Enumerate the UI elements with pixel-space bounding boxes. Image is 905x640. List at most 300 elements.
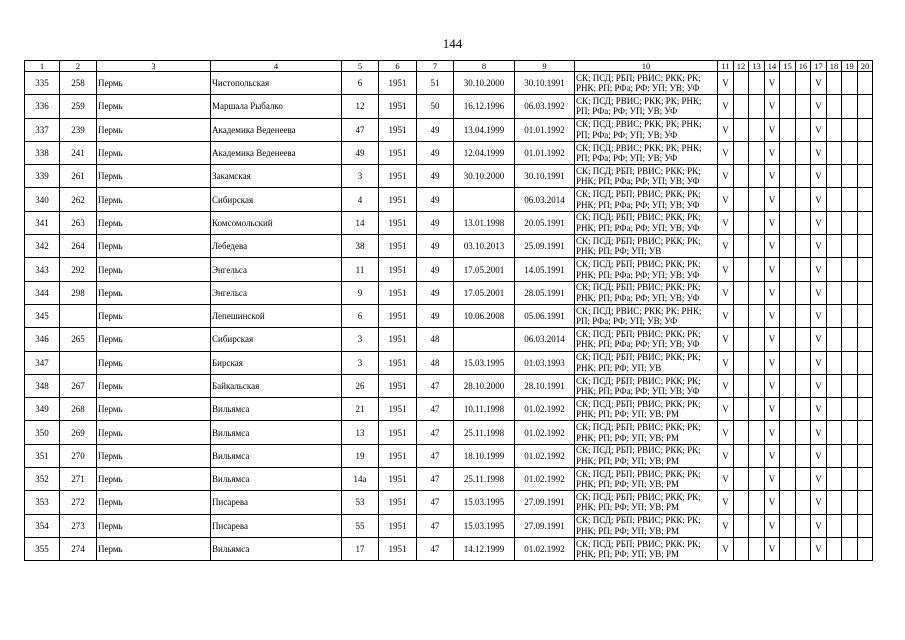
mark-col-15 bbox=[780, 444, 796, 467]
mark-col-19 bbox=[842, 95, 858, 118]
mark-col-16 bbox=[796, 141, 811, 164]
row-number: 344 bbox=[25, 281, 60, 304]
city: Пермь bbox=[97, 211, 211, 234]
date-col-9: 14.05.1991 bbox=[515, 258, 575, 281]
mark-col-18 bbox=[827, 72, 842, 95]
date-col-8: 28.10.2000 bbox=[454, 374, 515, 397]
row-number: 350 bbox=[25, 421, 60, 444]
date-col-9: 25.09.1991 bbox=[515, 235, 575, 258]
year: 1951 bbox=[379, 328, 417, 351]
mark-col-13 bbox=[749, 537, 765, 560]
column-7: 47 bbox=[417, 468, 454, 491]
house-number: 6 bbox=[342, 304, 379, 327]
mark-col-17: V bbox=[811, 491, 827, 514]
row-number: 347 bbox=[25, 351, 60, 374]
street: Байкальская bbox=[211, 374, 342, 397]
mark-col-17: V bbox=[811, 281, 827, 304]
mark-col-16 bbox=[796, 304, 811, 327]
mark-col-11: V bbox=[718, 165, 734, 188]
house-number: 6 bbox=[342, 72, 379, 95]
mark-col-13 bbox=[749, 211, 765, 234]
city: Пермь bbox=[97, 188, 211, 211]
table-row bbox=[25, 444, 873, 467]
house-number: 12 bbox=[342, 95, 379, 118]
mark-col-19 bbox=[842, 165, 858, 188]
mark-col-11: V bbox=[718, 211, 734, 234]
mark-col-12 bbox=[734, 374, 749, 397]
codes-description: СК; ПСД; РБП; РВИС; РКК; РК; РНК; РП; РФа; РФ; УП; УВ; УФ bbox=[575, 281, 718, 304]
page-number: 144 bbox=[442, 36, 463, 51]
mark-col-19 bbox=[842, 281, 858, 304]
column-header-8: 8 bbox=[454, 61, 515, 72]
mark-col-13 bbox=[749, 188, 765, 211]
year: 1951 bbox=[379, 281, 417, 304]
mark-col-15 bbox=[780, 72, 796, 95]
mark-col-18 bbox=[827, 421, 842, 444]
codes-description: СК; ПСД; РВИС; РКК; РК; РНК; РП; РФа; РФ; УП; УВ; УФ bbox=[575, 141, 718, 164]
mark-col-12 bbox=[734, 444, 749, 467]
house-number: 4 bbox=[342, 188, 379, 211]
column-header-15: 15 bbox=[780, 61, 796, 72]
column-header-2: 2 bbox=[60, 61, 97, 72]
mark-col-20 bbox=[858, 514, 873, 537]
mark-col-18 bbox=[827, 351, 842, 374]
column-7: 51 bbox=[417, 72, 454, 95]
mark-col-11: V bbox=[718, 304, 734, 327]
date-col-9: 30.10.1991 bbox=[515, 72, 575, 95]
city: Пермь bbox=[97, 258, 211, 281]
mark-col-17: V bbox=[811, 188, 827, 211]
mark-col-17: V bbox=[811, 351, 827, 374]
column-header-6: 6 bbox=[379, 61, 417, 72]
mark-col-15 bbox=[780, 118, 796, 141]
mark-col-15 bbox=[780, 165, 796, 188]
column-header-7: 7 bbox=[417, 61, 454, 72]
mark-col-18 bbox=[827, 491, 842, 514]
row-number: 337 bbox=[25, 118, 60, 141]
table-row bbox=[25, 211, 873, 234]
record-id: 274 bbox=[60, 537, 97, 560]
table-row bbox=[25, 328, 873, 351]
mark-col-17: V bbox=[811, 235, 827, 258]
record-id: 270 bbox=[60, 444, 97, 467]
mark-col-19 bbox=[842, 351, 858, 374]
codes-description: СК; ПСД; РБП; РВИС; РКК; РК; РНК; РП; РФ; УП; УВ bbox=[575, 235, 718, 258]
date-col-8: 15.03.1995 bbox=[454, 351, 515, 374]
date-col-8: 25.11.1998 bbox=[454, 468, 515, 491]
table-row bbox=[25, 72, 873, 95]
year: 1951 bbox=[379, 468, 417, 491]
mark-col-20 bbox=[858, 281, 873, 304]
date-col-9: 06.03.2014 bbox=[515, 188, 575, 211]
house-number: 26 bbox=[342, 374, 379, 397]
date-col-8: 17.05.2001 bbox=[454, 281, 515, 304]
mark-col-17: V bbox=[811, 374, 827, 397]
street: Комсомольский bbox=[211, 211, 342, 234]
column-header-16: 16 bbox=[796, 61, 811, 72]
record-id: 298 bbox=[60, 281, 97, 304]
mark-col-14: V bbox=[765, 514, 780, 537]
column-header-20: 20 bbox=[858, 61, 873, 72]
table-row bbox=[25, 537, 873, 560]
street: Бирская bbox=[211, 351, 342, 374]
mark-col-13 bbox=[749, 328, 765, 351]
mark-col-12 bbox=[734, 328, 749, 351]
mark-col-11: V bbox=[718, 374, 734, 397]
mark-col-11: V bbox=[718, 514, 734, 537]
mark-col-16 bbox=[796, 211, 811, 234]
table-row bbox=[25, 165, 873, 188]
date-col-8: 03.10.2013 bbox=[454, 235, 515, 258]
mark-col-11: V bbox=[718, 328, 734, 351]
mark-col-13 bbox=[749, 281, 765, 304]
row-number: 351 bbox=[25, 444, 60, 467]
city: Пермь bbox=[97, 118, 211, 141]
house-number: 14 bbox=[342, 211, 379, 234]
codes-description: СК; ПСД; РБП; РВИС; РКК; РК; РНК; РП; РФа; РФ; УП; УВ; УФ bbox=[575, 258, 718, 281]
mark-col-12 bbox=[734, 165, 749, 188]
table-row bbox=[25, 141, 873, 164]
city: Пермь bbox=[97, 328, 211, 351]
year: 1951 bbox=[379, 211, 417, 234]
row-number: 343 bbox=[25, 258, 60, 281]
mark-col-13 bbox=[749, 398, 765, 421]
mark-col-11: V bbox=[718, 118, 734, 141]
row-number: 335 bbox=[25, 72, 60, 95]
mark-col-19 bbox=[842, 72, 858, 95]
mark-col-11: V bbox=[718, 188, 734, 211]
column-7: 50 bbox=[417, 95, 454, 118]
column-7: 48 bbox=[417, 328, 454, 351]
codes-description: СК; ПСД; РБП; РВИС; РКК; РК; РНК; РП; РФа; РФ; УП; УВ; УФ bbox=[575, 165, 718, 188]
year: 1951 bbox=[379, 258, 417, 281]
table-row bbox=[25, 351, 873, 374]
mark-col-12 bbox=[734, 351, 749, 374]
street: Вильямса bbox=[211, 444, 342, 467]
mark-col-14: V bbox=[765, 374, 780, 397]
mark-col-12 bbox=[734, 514, 749, 537]
year: 1951 bbox=[379, 141, 417, 164]
house-number: 38 bbox=[342, 235, 379, 258]
date-col-9: 01.01.1992 bbox=[515, 118, 575, 141]
record-id: 265 bbox=[60, 328, 97, 351]
year: 1951 bbox=[379, 398, 417, 421]
column-7: 47 bbox=[417, 491, 454, 514]
codes-description: СК; ПСД; РВИС; РКК; РК; РНК; РП; РФа; РФ; УП; УВ; УФ bbox=[575, 118, 718, 141]
row-number: 349 bbox=[25, 398, 60, 421]
mark-col-13 bbox=[749, 491, 765, 514]
table-row bbox=[25, 468, 873, 491]
city: Пермь bbox=[97, 468, 211, 491]
mark-col-18 bbox=[827, 165, 842, 188]
column-header-9: 9 bbox=[515, 61, 575, 72]
column-7: 47 bbox=[417, 444, 454, 467]
codes-description: СК; ПСД; РБП; РВИС; РКК; РК; РНК; РП; РФ; УП; УВ; РМ bbox=[575, 421, 718, 444]
year: 1951 bbox=[379, 514, 417, 537]
mark-col-18 bbox=[827, 235, 842, 258]
mark-col-18 bbox=[827, 258, 842, 281]
date-col-8: 15.03.1995 bbox=[454, 514, 515, 537]
mark-col-18 bbox=[827, 281, 842, 304]
street: Сибирская bbox=[211, 188, 342, 211]
mark-col-11: V bbox=[718, 444, 734, 467]
city: Пермь bbox=[97, 491, 211, 514]
mark-col-19 bbox=[842, 374, 858, 397]
street: Вильямса bbox=[211, 468, 342, 491]
column-7: 49 bbox=[417, 188, 454, 211]
mark-col-13 bbox=[749, 72, 765, 95]
row-number: 340 bbox=[25, 188, 60, 211]
mark-col-18 bbox=[827, 211, 842, 234]
mark-col-18 bbox=[827, 468, 842, 491]
mark-col-20 bbox=[858, 72, 873, 95]
mark-col-19 bbox=[842, 235, 858, 258]
codes-description: СК; ПСД; РБП; РВИС; РКК; РК; РНК; РП; РФ; УП; УВ; РМ bbox=[575, 514, 718, 537]
mark-col-14: V bbox=[765, 188, 780, 211]
column-7: 49 bbox=[417, 304, 454, 327]
column-header-12: 12 bbox=[734, 61, 749, 72]
table-body bbox=[25, 72, 873, 561]
mark-col-19 bbox=[842, 118, 858, 141]
mark-col-15 bbox=[780, 514, 796, 537]
mark-col-16 bbox=[796, 514, 811, 537]
street: Сибирская bbox=[211, 328, 342, 351]
column-7: 49 bbox=[417, 165, 454, 188]
year: 1951 bbox=[379, 537, 417, 560]
street: Маршала Рыбалко bbox=[211, 95, 342, 118]
mark-col-20 bbox=[858, 165, 873, 188]
mark-col-18 bbox=[827, 141, 842, 164]
mark-col-16 bbox=[796, 537, 811, 560]
mark-col-18 bbox=[827, 304, 842, 327]
date-col-9: 05.06.1991 bbox=[515, 304, 575, 327]
table-row bbox=[25, 421, 873, 444]
mark-col-16 bbox=[796, 398, 811, 421]
mark-col-17: V bbox=[811, 165, 827, 188]
mark-col-18 bbox=[827, 444, 842, 467]
registry-table bbox=[24, 60, 873, 561]
record-id: 258 bbox=[60, 72, 97, 95]
header-row bbox=[25, 61, 873, 72]
mark-col-20 bbox=[858, 468, 873, 491]
mark-col-15 bbox=[780, 258, 796, 281]
mark-col-17: V bbox=[811, 95, 827, 118]
city: Пермь bbox=[97, 141, 211, 164]
mark-col-12 bbox=[734, 141, 749, 164]
mark-col-17: V bbox=[811, 304, 827, 327]
mark-col-16 bbox=[796, 118, 811, 141]
mark-col-15 bbox=[780, 421, 796, 444]
year: 1951 bbox=[379, 188, 417, 211]
table-row bbox=[25, 258, 873, 281]
mark-col-15 bbox=[780, 468, 796, 491]
city: Пермь bbox=[97, 235, 211, 258]
column-7: 49 bbox=[417, 141, 454, 164]
mark-col-18 bbox=[827, 514, 842, 537]
mark-col-14: V bbox=[765, 351, 780, 374]
column-7: 47 bbox=[417, 398, 454, 421]
mark-col-19 bbox=[842, 537, 858, 560]
mark-col-17: V bbox=[811, 444, 827, 467]
table-row bbox=[25, 188, 873, 211]
row-number: 338 bbox=[25, 141, 60, 164]
date-col-8: 10.06.2008 bbox=[454, 304, 515, 327]
mark-col-12 bbox=[734, 468, 749, 491]
street: Писарева bbox=[211, 514, 342, 537]
mark-col-16 bbox=[796, 351, 811, 374]
record-id: 292 bbox=[60, 258, 97, 281]
mark-col-18 bbox=[827, 537, 842, 560]
codes-description: СК; ПСД; РБП; РВИС; РКК; РК; РНК; РП; РФа; РФ; УП; УВ; УФ bbox=[575, 72, 718, 95]
mark-col-16 bbox=[796, 468, 811, 491]
mark-col-20 bbox=[858, 118, 873, 141]
house-number: 19 bbox=[342, 444, 379, 467]
mark-col-15 bbox=[780, 188, 796, 211]
codes-description: СК; ПСД; РБП; РВИС; РКК; РК; РНК; РП; РФа; РФ; УП; УВ; УФ bbox=[575, 374, 718, 397]
house-number: 13 bbox=[342, 421, 379, 444]
row-number: 346 bbox=[25, 328, 60, 351]
record-id: 263 bbox=[60, 211, 97, 234]
year: 1951 bbox=[379, 118, 417, 141]
mark-col-17: V bbox=[811, 211, 827, 234]
mark-col-15 bbox=[780, 374, 796, 397]
mark-col-14: V bbox=[765, 95, 780, 118]
mark-col-20 bbox=[858, 421, 873, 444]
table-row bbox=[25, 398, 873, 421]
row-number: 353 bbox=[25, 491, 60, 514]
date-col-9: 01.02.1992 bbox=[515, 468, 575, 491]
mark-col-11: V bbox=[718, 95, 734, 118]
date-col-9: 06.03.1992 bbox=[515, 95, 575, 118]
mark-col-11: V bbox=[718, 398, 734, 421]
mark-col-14: V bbox=[765, 421, 780, 444]
date-col-9: 01.02.1992 bbox=[515, 421, 575, 444]
mark-col-12 bbox=[734, 258, 749, 281]
year: 1951 bbox=[379, 491, 417, 514]
codes-description: СК; ПСД; РБП; РВИС; РКК; РК; РНК; РП; РФа; РФ; УП; УВ; УФ bbox=[575, 328, 718, 351]
mark-col-12 bbox=[734, 235, 749, 258]
row-number: 345 bbox=[25, 304, 60, 327]
house-number: 53 bbox=[342, 491, 379, 514]
mark-col-19 bbox=[842, 328, 858, 351]
column-7: 49 bbox=[417, 235, 454, 258]
mark-col-12 bbox=[734, 491, 749, 514]
row-number: 342 bbox=[25, 235, 60, 258]
mark-col-14: V bbox=[765, 537, 780, 560]
column-header-13: 13 bbox=[749, 61, 765, 72]
mark-col-14: V bbox=[765, 165, 780, 188]
date-col-8 bbox=[454, 328, 515, 351]
year: 1951 bbox=[379, 72, 417, 95]
mark-col-20 bbox=[858, 235, 873, 258]
date-col-8: 25.11.1998 bbox=[454, 421, 515, 444]
mark-col-18 bbox=[827, 398, 842, 421]
mark-col-20 bbox=[858, 444, 873, 467]
mark-col-15 bbox=[780, 281, 796, 304]
mark-col-11: V bbox=[718, 421, 734, 444]
mark-col-20 bbox=[858, 95, 873, 118]
table-row bbox=[25, 374, 873, 397]
column-7: 47 bbox=[417, 421, 454, 444]
mark-col-17: V bbox=[811, 537, 827, 560]
mark-col-13 bbox=[749, 514, 765, 537]
mark-col-14: V bbox=[765, 444, 780, 467]
street: Закамская bbox=[211, 165, 342, 188]
column-7: 47 bbox=[417, 514, 454, 537]
house-number: 3 bbox=[342, 351, 379, 374]
record-id: 261 bbox=[60, 165, 97, 188]
mark-col-14: V bbox=[765, 258, 780, 281]
codes-description: СК; ПСД; РБП; РВИС; РКК; РК; РНК; РП; РФ; УП; УВ; РМ bbox=[575, 468, 718, 491]
mark-col-12 bbox=[734, 537, 749, 560]
mark-col-18 bbox=[827, 374, 842, 397]
date-col-8: 12.04.1999 bbox=[454, 141, 515, 164]
mark-col-13 bbox=[749, 421, 765, 444]
mark-col-13 bbox=[749, 118, 765, 141]
mark-col-17: V bbox=[811, 141, 827, 164]
mark-col-13 bbox=[749, 468, 765, 491]
mark-col-19 bbox=[842, 421, 858, 444]
mark-col-14: V bbox=[765, 235, 780, 258]
date-col-9: 01.02.1992 bbox=[515, 444, 575, 467]
street: Энгельса bbox=[211, 281, 342, 304]
house-number: 55 bbox=[342, 514, 379, 537]
mark-col-16 bbox=[796, 95, 811, 118]
record-id: 272 bbox=[60, 491, 97, 514]
mark-col-16 bbox=[796, 235, 811, 258]
column-header-1: 1 bbox=[25, 61, 60, 72]
date-col-8: 30.10.2000 bbox=[454, 72, 515, 95]
row-number: 352 bbox=[25, 468, 60, 491]
house-number: 47 bbox=[342, 118, 379, 141]
date-col-8: 15.03.1995 bbox=[454, 491, 515, 514]
mark-col-15 bbox=[780, 351, 796, 374]
mark-col-12 bbox=[734, 398, 749, 421]
street: Писарева bbox=[211, 491, 342, 514]
mark-col-14: V bbox=[765, 398, 780, 421]
column-header-17: 17 bbox=[811, 61, 827, 72]
table-row bbox=[25, 118, 873, 141]
mark-col-17: V bbox=[811, 258, 827, 281]
mark-col-15 bbox=[780, 328, 796, 351]
mark-col-20 bbox=[858, 537, 873, 560]
mark-col-20 bbox=[858, 328, 873, 351]
street: Вильямса bbox=[211, 398, 342, 421]
mark-col-14: V bbox=[765, 118, 780, 141]
mark-col-18 bbox=[827, 328, 842, 351]
date-col-9: 28.05.1991 bbox=[515, 281, 575, 304]
city: Пермь bbox=[97, 374, 211, 397]
mark-col-19 bbox=[842, 444, 858, 467]
mark-col-14: V bbox=[765, 304, 780, 327]
record-id: 269 bbox=[60, 421, 97, 444]
record-id: 264 bbox=[60, 235, 97, 258]
column-7: 49 bbox=[417, 118, 454, 141]
street: Лебедева bbox=[211, 235, 342, 258]
codes-description: СК; ПСД; РБП; РВИС; РКК; РК; РНК; РП; РФа; РФ; УП; УВ; УФ bbox=[575, 211, 718, 234]
mark-col-20 bbox=[858, 491, 873, 514]
year: 1951 bbox=[379, 304, 417, 327]
mark-col-15 bbox=[780, 235, 796, 258]
street: Вильямса bbox=[211, 421, 342, 444]
date-col-9: 06.03.2014 bbox=[515, 328, 575, 351]
column-header-5: 5 bbox=[342, 61, 379, 72]
mark-col-18 bbox=[827, 188, 842, 211]
mark-col-14: V bbox=[765, 141, 780, 164]
year: 1951 bbox=[379, 235, 417, 258]
column-header-19: 19 bbox=[842, 61, 858, 72]
date-col-8: 10.11.1998 bbox=[454, 398, 515, 421]
